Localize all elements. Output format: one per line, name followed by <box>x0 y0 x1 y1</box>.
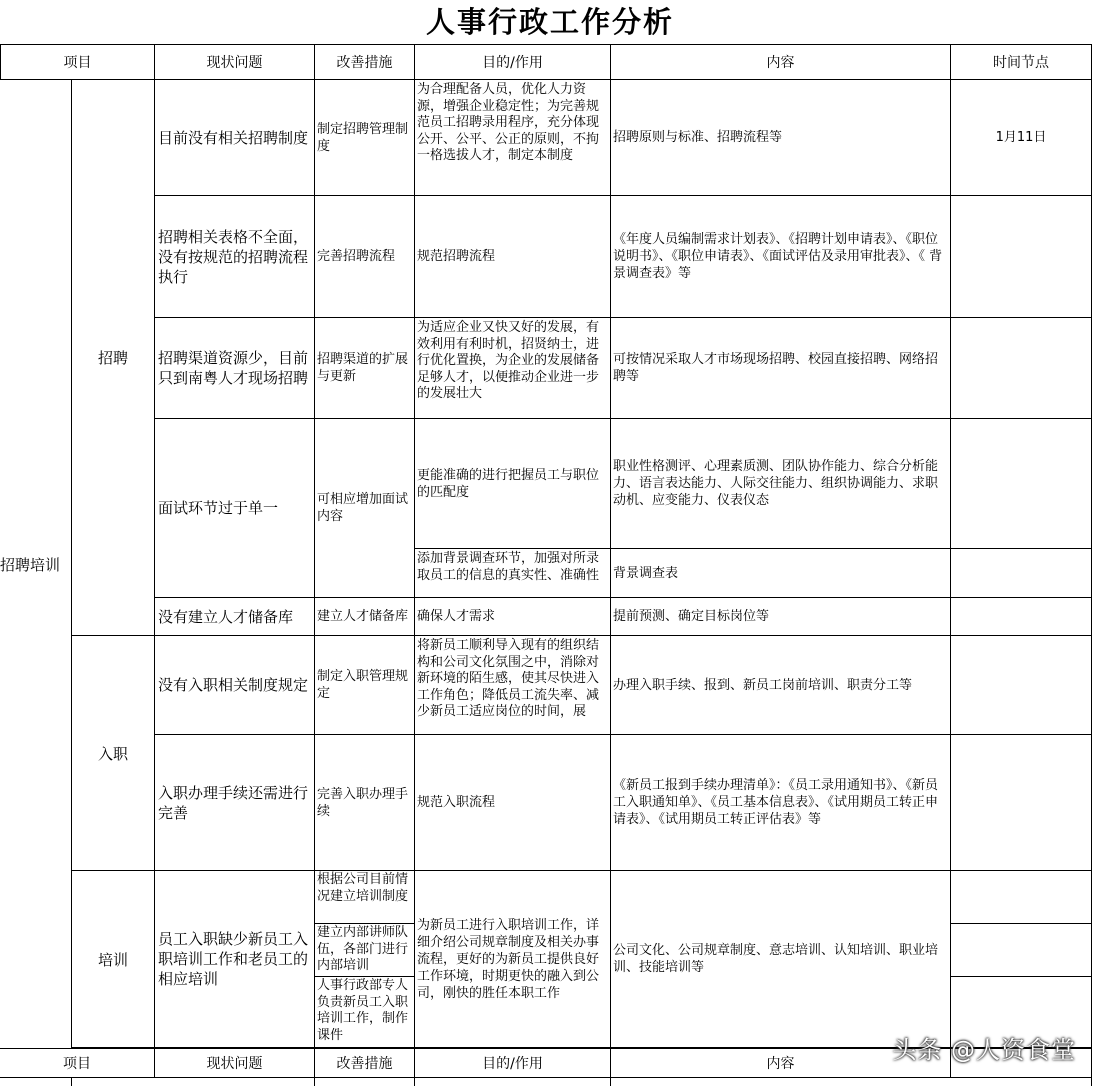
partial-row-cell <box>72 1078 315 1086</box>
row1-content: 招聘原则与标准、招聘流程等 <box>611 80 951 196</box>
row4b-purpose: 添加背景调查环节，加强对所录取员工的信息的真实性、准确性 <box>415 549 611 598</box>
row4-purpose: 更能准确的进行把握员工与职位的匹配度 <box>415 419 611 549</box>
header-measure: 改善措施 <box>315 44 415 80</box>
row3-time <box>951 318 1092 419</box>
row6-measure: 制定入职管理规定 <box>315 636 415 735</box>
row7-measure: 完善入职办理手续 <box>315 735 415 871</box>
row3-content: 可按情况采取人才市场现场招聘、校园直接招聘、网络招聘等 <box>611 318 951 419</box>
row7-problem: 入职办理手续还需进行完善 <box>155 735 315 871</box>
section-train: 培训 <box>72 871 155 1048</box>
header-time: 时间节点 <box>951 44 1092 80</box>
footer-header-measure: 改善措施 <box>315 1048 415 1078</box>
row8-time-2 <box>951 924 1092 977</box>
row2-purpose: 规范招聘流程 <box>415 196 611 318</box>
row6-purpose: 将新员工顺利导入现有的组织结构和公司文化氛围之中，消除对新环境的陌生感，使其尽快进入工作角色；降低员工流失率、减少新员工适应岗位的时间，展 <box>415 636 611 735</box>
header-purpose: 目的/作用 <box>415 44 611 80</box>
category-label: 招聘培训 <box>0 555 61 574</box>
row4b-time <box>951 549 1092 598</box>
row4-measure: 可相应增加面试内容 <box>315 419 415 598</box>
row2-content: 《年度人员编制需求计划表》、《招聘计划申请表》、《职位说明书》、《职位申请表》、《面试评估及录用审批表》、《 背景调查表》等 <box>611 196 951 318</box>
row6-time <box>951 636 1092 735</box>
row4-content: 职业性格测评、心理素质测、团队协作能力、综合分析能力、语言表达能力、人际交往能力、组织协调能力、求职动机、应变能力、仪表仪态 <box>611 419 951 549</box>
row6-problem: 没有入职相关制度规定 <box>155 636 315 735</box>
row3-purpose: 为适应企业又快又好的发展，有效利用有利时机，招贤纳士，进行优化置换，为企业的发展储备足够人才，以便推动企业进一步的发展壮大 <box>415 318 611 419</box>
footer-header-purpose: 目的/作用 <box>415 1048 611 1078</box>
watermark: 头条 @人资食堂 <box>892 1036 1076 1064</box>
partial-row-cell <box>315 1078 415 1086</box>
row5-measure: 建立人才储备库 <box>315 598 415 636</box>
row8-measure-3: 人事行政部专人负责新员工入职培训工作，制作课件 <box>315 977 415 1048</box>
footer-header-content: 内容 <box>611 1048 951 1078</box>
header-problem: 现状问题 <box>155 44 315 80</box>
row6-content: 办理入职手续、报到、新员工岗前培训、职责分工等 <box>611 636 951 735</box>
row8-content: 公司文化、公司规章制度、意志培训、认知培训、职业培训、技能培训等 <box>611 871 951 1048</box>
row8-measure-2: 建立内部讲师队伍，各部门进行内部培训 <box>315 924 415 977</box>
partial-row-cell <box>611 1078 1092 1086</box>
row1-time: 1月11日 <box>951 80 1092 196</box>
row4-time <box>951 419 1092 549</box>
category-cell <box>0 80 72 1048</box>
row5-content: 提前预测、确定目标岗位等 <box>611 598 951 636</box>
row7-time <box>951 735 1092 871</box>
header-content: 内容 <box>611 44 951 80</box>
row1-purpose: 为合理配备人员，优化人力资源，增强企业稳定性；为完善规范员工招聘录用程序，充分体现公开、公平、公正的原则，不拘一格选拔人才，制定本制度 <box>415 80 611 196</box>
section-recruit: 招聘 <box>72 80 155 636</box>
row5-time <box>951 598 1092 636</box>
row8-time-1 <box>951 871 1092 924</box>
page-title: 人事行政工作分析 <box>425 5 674 39</box>
row3-measure: 招聘渠道的扩展与更新 <box>315 318 415 419</box>
row2-time <box>951 196 1092 318</box>
row8-problem: 员工入职缺少新员工入职培训工作和老员工的相应培训 <box>155 871 315 1048</box>
row5-problem: 没有建立人才储备库 <box>155 598 315 636</box>
section-onboard: 入职 <box>72 636 155 871</box>
row2-measure: 完善招聘流程 <box>315 196 415 318</box>
row3-problem: 招聘渠道资源少，目前只到南粤人才现场招聘 <box>155 318 315 419</box>
footer-header-item: 项目 <box>0 1048 155 1078</box>
partial-row-cell <box>415 1078 611 1086</box>
partial-row-cell <box>0 1078 72 1086</box>
row4-problem: 面试环节过于单一 <box>155 419 315 598</box>
row2-problem: 招聘相关表格不全面，没有按规范的招聘流程执行 <box>155 196 315 318</box>
row7-purpose: 规范入职流程 <box>415 735 611 871</box>
header-item: 项目 <box>0 44 155 80</box>
row1-problem: 目前没有相关招聘制度 <box>155 80 315 196</box>
row5-purpose: 确保人才需求 <box>415 598 611 636</box>
row7-content: 《新员工报到手续办理清单》：《员工录用通知书》、《新员工入职通知单》、《员工基本信息表》、《试用期员工转正申请表》、《试用期员工转正评估表》等 <box>611 735 951 871</box>
row8-measure-1: 根据公司目前情况建立培训制度 <box>315 871 415 924</box>
row1-measure: 制定招聘管理制度 <box>315 80 415 196</box>
row4b-content: 背景调查表 <box>611 549 951 598</box>
row8-purpose: 为新员工进行入职培训工作，详细介绍公司规章制度及相关办事流程，更好的为新员工提供良好工作环境，时期更快的融入到公司，刚快的胜任本职工作 <box>415 871 611 1048</box>
footer-header-problem: 现状问题 <box>155 1048 315 1078</box>
